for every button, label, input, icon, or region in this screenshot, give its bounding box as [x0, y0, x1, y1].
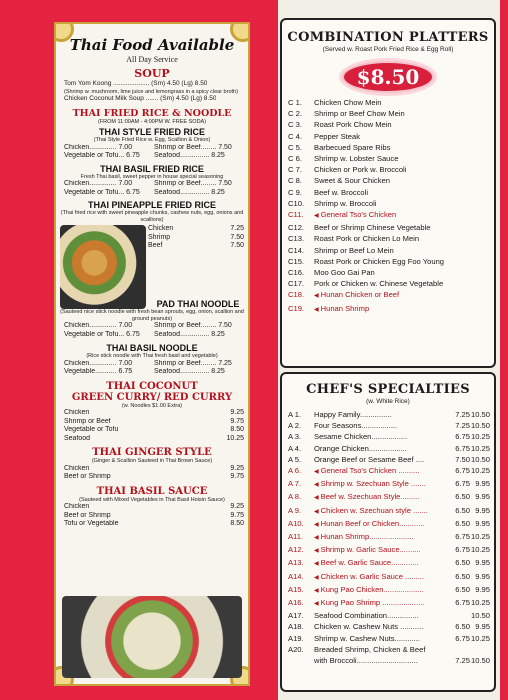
chefs-specialties-box [280, 372, 496, 692]
item-name-text: Pepper Steak [314, 131, 361, 141]
item-name-text: Orange Beef or Sesame Beef .... [314, 454, 425, 464]
item-name [314, 655, 448, 666]
price-row: Vegetable or Tofu... 6.75 Seafood............... 8.25 [64, 330, 225, 338]
menu-row [282, 465, 494, 478]
item-name-text: Shrimp or Beef Lo Mein [314, 245, 394, 255]
large-price: 10.25 [470, 466, 490, 476]
combo-subtitle: (Served w. Roast Pork Fried Rice & Egg Roll) [322, 46, 454, 53]
item-name [314, 175, 494, 186]
menu-row [282, 153, 494, 164]
item-name [314, 584, 448, 597]
menu-row [282, 256, 494, 267]
basil-sauce-note: (Sauteed with Mixed Vegetables in Thai Basil Hoisin Sauce) [79, 496, 225, 503]
basil-sauce-heading: THAI BASIL SAUCE [96, 485, 208, 497]
large-price: 9.95 [475, 571, 490, 581]
item-code [282, 655, 314, 666]
item-name-text: Kung Pao Shrimp .................... [320, 598, 425, 608]
large-price: 10.25 [470, 633, 490, 643]
item-name [314, 621, 448, 632]
item-code: C11. [288, 210, 304, 220]
menu-row [282, 233, 494, 244]
large-price: 10.25 [470, 443, 490, 453]
spicy-arrow-icon: ◀ [314, 521, 319, 528]
chef-title: CHEF'S SPECIALTIES [306, 382, 470, 397]
item-name [314, 431, 448, 442]
menu-row [282, 454, 494, 465]
item-name [314, 142, 494, 153]
price-row: Vegetable or Tofu... 6.75 Seafood............... 8.25 [64, 188, 225, 196]
small-price: 6.75 [455, 479, 470, 489]
spicy-arrow-icon: ◀ [314, 306, 319, 313]
menu-row [282, 557, 494, 570]
price-row: Vegetable........... 6.75 Seafood............... 8.25 [64, 368, 225, 375]
basil-rice-heading: THAI BASIL FRIED RICE [100, 163, 204, 174]
menu-row [282, 142, 494, 153]
item-name-text: Seafood Combination............... [314, 611, 419, 621]
item-name-text: Shrimp or Beef Chow Mein [314, 109, 405, 119]
item-code: A13. [288, 558, 304, 568]
large-price: 10.50 [470, 611, 490, 621]
item-name [314, 278, 494, 289]
small-price [448, 610, 470, 621]
menu-row [282, 531, 494, 544]
item-name [314, 222, 494, 233]
thai-subtitle: All Day Service [126, 55, 178, 64]
list-item: Beef or Shrimp 9.75 [64, 511, 244, 519]
item-name [314, 454, 448, 465]
thai-menu-panel [54, 22, 250, 686]
curry-photo [62, 596, 242, 678]
large-price: 10.25 [470, 432, 490, 442]
menu-row [282, 544, 494, 557]
fried-section-heading: THAI FRIED RICE & NOODLE [72, 107, 232, 119]
item-name-text: Hunan Shrimp [320, 303, 370, 313]
item-name-text: with Broccoli............................. [314, 656, 418, 666]
item-name [314, 187, 494, 198]
item-code: A16. [288, 598, 304, 608]
item-code: A 1. [288, 410, 302, 419]
spicy-arrow-icon: ◀ [314, 587, 319, 594]
item-code: A15. [288, 584, 304, 594]
small-price: 6.75 [455, 545, 470, 555]
item-code: A12. [288, 545, 304, 555]
item-name [314, 97, 494, 108]
item-code: C12. [288, 223, 305, 233]
menu-row [282, 131, 494, 142]
item-code: A14. [288, 571, 304, 581]
chef-list [282, 409, 494, 666]
combo-price-badge: $8.50 [342, 61, 434, 93]
soup-item: Chicken Coconut Milk Soup ....... (Sm) 4.50 (Lg) 8.50 [64, 95, 217, 102]
item-code: A 4. [288, 443, 302, 453]
small-price: 6.50 [455, 622, 470, 632]
fried-section-note: (FROM 11:00AM - 4:00PM W. FREE SODA) [97, 118, 207, 125]
menu-row [282, 621, 494, 632]
small-price: 7.50 [455, 454, 470, 464]
item-name [314, 557, 448, 570]
chef-subtitle: (w. White Rice) [366, 398, 410, 405]
item-code: A 7. [288, 479, 302, 489]
menu-row [282, 571, 494, 584]
pad-thai-heading: PAD THAI NOODLE [156, 299, 240, 309]
item-code: A 3. [288, 432, 302, 442]
item-name [314, 119, 494, 130]
item-name-text: Chicken or Pork w. Broccoli [314, 165, 407, 175]
menu-row [282, 633, 494, 644]
item-code: A 8. [288, 492, 302, 502]
menu-row [282, 278, 494, 289]
thai-style-heading: THAI STYLE FRIED RICE [98, 127, 205, 137]
item-code: C 1. [288, 98, 302, 107]
item-code: C 9. [288, 187, 302, 197]
item-code: C14. [288, 245, 305, 255]
list-item: Seafood 10.25 [64, 434, 244, 442]
menu-row [282, 187, 494, 198]
item-code: C 8. [288, 176, 302, 186]
item-code: C19. [288, 303, 305, 313]
item-name-text: Beef w. Szechuan Style......... [320, 492, 420, 502]
menu-row [282, 198, 494, 209]
large-price: 9.95 [475, 492, 490, 502]
item-code: C15. [288, 256, 305, 266]
item-code: A17. [288, 611, 304, 621]
item-name-text: Shrimp w. Garlic Sauce.......... [320, 545, 421, 555]
menu-row [282, 443, 494, 454]
item-name [314, 267, 494, 278]
item-name-text: Barbecued Spare Ribs [314, 142, 391, 152]
price-row: Chicken.............. 7.00 Shrimp or Beef........ 7.50 [64, 180, 232, 187]
item-name-text: Shrimp w. Szechuan Style ....... [320, 479, 426, 489]
item-code: C 3. [288, 120, 302, 130]
item-code: C 6. [288, 154, 302, 164]
spicy-arrow-icon: ◀ [314, 495, 319, 502]
spicy-arrow-icon: ◀ [314, 213, 319, 220]
large-price: 9.95 [475, 479, 490, 489]
item-name [314, 478, 448, 491]
item-name-text: Hunan Beef or Chicken............ [320, 518, 425, 528]
list-item: Chicken 7.25 [148, 225, 244, 232]
small-price: 6.75 [455, 598, 470, 608]
small-price [448, 644, 470, 655]
pineapple-note: (Thai fried rice with sweet pineapple chunks, cashew nuts, egg, onions and scallions) [60, 210, 244, 223]
large-price: 10.50 [470, 421, 490, 431]
menu-row [282, 97, 494, 108]
basil-noodle-heading: THAI BASIL NOODLE [106, 343, 198, 353]
item-name-text: Sweet & Sour Chicken [314, 176, 390, 186]
item-name [314, 644, 448, 655]
item-name [314, 571, 448, 584]
curry-heading: GREEN CURRY/ RED CURRY [71, 391, 233, 403]
item-code: C10. [288, 198, 305, 208]
pineapple-block [56, 223, 248, 309]
item-name-text: Chicken Chow Mein [314, 98, 382, 107]
item-name-text: Shrimp w. Lobster Sauce [314, 154, 399, 164]
item-name [314, 491, 448, 504]
pineapple-heading: THAI PINEAPPLE FRIED RICE [87, 200, 216, 210]
menu-row [282, 164, 494, 175]
large-price: 10.50 [470, 410, 490, 419]
large-price: 10.25 [470, 598, 490, 608]
item-name-text: Sesame Chicken................. [314, 432, 408, 442]
item-name [314, 256, 494, 267]
item-code: A19. [288, 633, 304, 643]
item-name [314, 597, 448, 610]
small-price: 6.75 [455, 633, 470, 643]
menu-row [282, 289, 494, 302]
item-code: A11. [288, 532, 304, 542]
item-name [314, 610, 448, 621]
item-code: A18. [288, 622, 304, 632]
small-price: 6.75 [455, 466, 470, 476]
price-row: Chicken.............. 7.00 Shrimp or Beef........ 7.50 [64, 143, 232, 151]
item-name-text: Shrimp w. Broccoli [314, 198, 377, 208]
item-name [314, 164, 494, 175]
large-price: 10.50 [470, 656, 490, 666]
menu-row [282, 409, 494, 420]
menu-row [282, 644, 494, 655]
thai-style-note: (Thai Style Fried Rice w. Egg, Scallion & Onion) [93, 137, 211, 143]
item-name [314, 518, 448, 531]
item-code: C18. [288, 290, 305, 300]
item-code: A10. [288, 518, 304, 528]
large-price: 10.50 [470, 454, 490, 464]
item-code: A20. [288, 644, 304, 654]
item-name-text: Hunan Chicken or Beef [320, 290, 400, 300]
combination-platters-box [280, 18, 496, 368]
item-name [314, 531, 448, 544]
item-name-text: Orange Chicken.................. [314, 443, 407, 453]
list-item: Tofu or Vegetable 8.50 [64, 520, 244, 527]
list-item: Chicken 9.25 [64, 409, 244, 416]
small-price: 6.50 [455, 558, 470, 568]
menu-row [282, 222, 494, 233]
large-price: 9.95 [475, 518, 490, 528]
item-code: C16. [288, 268, 305, 278]
item-name [314, 420, 448, 431]
item-name [314, 443, 448, 454]
combo-title: COMBINATION PLATTERS [287, 30, 489, 45]
menu-row [282, 209, 494, 222]
item-code: A 5. [288, 454, 302, 464]
list-item: Beef or Shrimp 9.75 [64, 473, 244, 480]
item-name-text: Kung Pao Chicken................... [320, 584, 424, 594]
soup-heading: SOUP [134, 67, 170, 80]
item-name [314, 153, 494, 164]
menu-row [282, 119, 494, 130]
item-code: C 2. [288, 109, 302, 119]
menu-row [282, 491, 494, 504]
item-name-text: General Tso's Chicken .......... [320, 466, 420, 476]
spicy-arrow-icon: ◀ [314, 508, 319, 515]
item-code: C13. [288, 234, 305, 244]
large-price: 9.95 [475, 505, 490, 515]
curry-heading: THAI COCONUT [106, 380, 198, 392]
item-name-text: Shrimp w. Cashew Nuts............ [314, 633, 420, 643]
list-item: Shrimp 7.50 [148, 233, 244, 241]
item-code: A 9. [288, 505, 302, 515]
item-code: A 2. [288, 421, 302, 431]
spicy-arrow-icon: ◀ [314, 561, 319, 568]
menu-row [282, 518, 494, 531]
item-name-text: Beef or Shrimp Chinese Vegetable [314, 223, 431, 233]
spicy-arrow-icon: ◀ [314, 548, 319, 555]
menu-row [282, 175, 494, 186]
item-name [314, 209, 494, 222]
small-price: 6.50 [455, 505, 470, 515]
chinese-menu-panel [278, 0, 500, 700]
list-item: Chicken 9.25 [64, 464, 244, 472]
item-name-text: Four Seasons................. [314, 421, 398, 431]
item-name [314, 303, 494, 316]
menu-row [282, 505, 494, 518]
item-code: C 5. [288, 142, 302, 152]
thai-title: Thai Food Available [69, 36, 235, 54]
list-item: Shrimp or Beef 9.75 [64, 417, 244, 425]
spicy-arrow-icon: ◀ [314, 293, 319, 300]
small-price: 7.25 [455, 421, 470, 431]
curry-note: (w. Noodles $1.00 Extra) [121, 402, 183, 409]
basil-noodle-note: (Rice stick noodle with Thai fresh basil and vegetable) [86, 353, 218, 359]
item-name [314, 505, 448, 518]
item-name-text: Chicken w. Cashew Nuts ........... [314, 622, 424, 632]
menu-row [282, 655, 494, 666]
list-item: Vegetable or Tofu 8.50 [64, 426, 244, 433]
list-item: Beef 7.50 [148, 242, 244, 249]
large-price [470, 644, 494, 655]
item-name [314, 633, 448, 644]
large-price: 9.95 [475, 558, 490, 568]
item-name [314, 465, 448, 478]
menu-row [282, 431, 494, 442]
price-row: Chicken.............. 7.00 Shrimp or Beef........ 7.50 [64, 322, 232, 329]
small-price: 6.75 [455, 443, 470, 453]
ginger-heading: THAI GINGER STYLE [92, 447, 212, 458]
menu-row [282, 245, 494, 256]
item-name-text: Chicken w. Garlic Sauce ......... [320, 571, 425, 581]
spicy-arrow-icon: ◀ [314, 535, 319, 542]
soup-note: (Shrimp w. mushroom, lime juice and lemongrass in a spicy clear broth) [64, 88, 238, 95]
small-price: 7.25 [455, 410, 470, 419]
menu-row [282, 597, 494, 610]
item-name-text: Happy Family............... [314, 410, 392, 419]
large-price: 9.95 [475, 584, 490, 594]
item-name-text: General Tso's Chicken [320, 210, 397, 220]
item-name [314, 131, 494, 142]
large-price: 10.25 [470, 532, 490, 542]
item-name-text: Chicken w. Szechuan style ....... [320, 505, 428, 515]
small-price: 6.75 [455, 532, 470, 542]
combo-list [282, 97, 494, 316]
basil-rice-note: Fresh Thai basil, sweet pepper in house special seasoning [80, 173, 224, 180]
item-code: C17. [288, 279, 305, 289]
item-name [314, 233, 494, 244]
spicy-arrow-icon: ◀ [314, 574, 319, 581]
spicy-arrow-icon: ◀ [314, 482, 319, 489]
fried-rice-photo [60, 225, 146, 309]
menu-row [282, 610, 494, 621]
item-name [314, 198, 494, 209]
pad-thai-note: (Sauteed nice stick noodle with fresh bean sprouts, egg, onion, scallion and ground peanuts) [60, 309, 244, 322]
item-name [314, 245, 494, 256]
item-name-text: Beef w. Broccoli [314, 187, 369, 197]
small-price: 6.50 [455, 584, 470, 594]
item-name-text: Pork or Chicken w. Chinese Vegetable [314, 279, 444, 289]
menu-row [282, 478, 494, 491]
menu-row [282, 584, 494, 597]
price-row: Chicken.............. 7.00 Shrimp or Beef........ 7.25 [64, 359, 232, 367]
large-price: 9.95 [475, 622, 490, 632]
spicy-arrow-icon: ◀ [314, 469, 319, 476]
item-name-text: Breaded Shrimp, Chicken & Beef [314, 644, 426, 654]
small-price: 6.75 [455, 432, 470, 442]
small-price: 6.50 [455, 571, 470, 581]
menu-row [282, 420, 494, 431]
item-code: C 4. [288, 131, 302, 141]
ginger-note: (Ginger & Scallion Sauteed in Thai Brown Sauce) [91, 458, 213, 464]
item-name [314, 544, 448, 557]
item-name [314, 108, 494, 119]
menu-row [282, 303, 494, 316]
spicy-arrow-icon: ◀ [314, 601, 319, 608]
item-name-text: Roast Pork Chow Mein [314, 120, 392, 130]
item-name-text: Roast Pork or Chicken Egg Foo Young [314, 256, 445, 266]
item-name [314, 289, 494, 302]
menu-row [282, 108, 494, 119]
small-price: 6.50 [455, 492, 470, 502]
item-code: C 7. [288, 165, 302, 175]
list-item: Chicken 9.25 [64, 503, 244, 510]
item-code: A 6. [288, 466, 302, 476]
item-name-text: Beef w. Garlic Sauce............. [320, 558, 419, 568]
small-price: 6.50 [455, 518, 470, 528]
small-price: 7.25 [455, 656, 470, 666]
pineapple-list [148, 225, 244, 251]
soup-item: Tom Yom Koong .................... (Sm) 4.50 (Lg) 8.50 [64, 80, 208, 87]
item-name-text: Roast Pork or Chicken Lo Mein [314, 234, 420, 244]
large-price: 10.25 [470, 545, 490, 555]
item-name [314, 409, 448, 420]
item-name-text: Hunan Shrimp..................... [320, 532, 414, 542]
menu-row [282, 267, 494, 278]
price-row: Vegetable or Tofu... 6.75 Seafood............... 8.25 [64, 152, 225, 159]
item-name-text: Moo Goo Gai Pan [314, 268, 375, 278]
